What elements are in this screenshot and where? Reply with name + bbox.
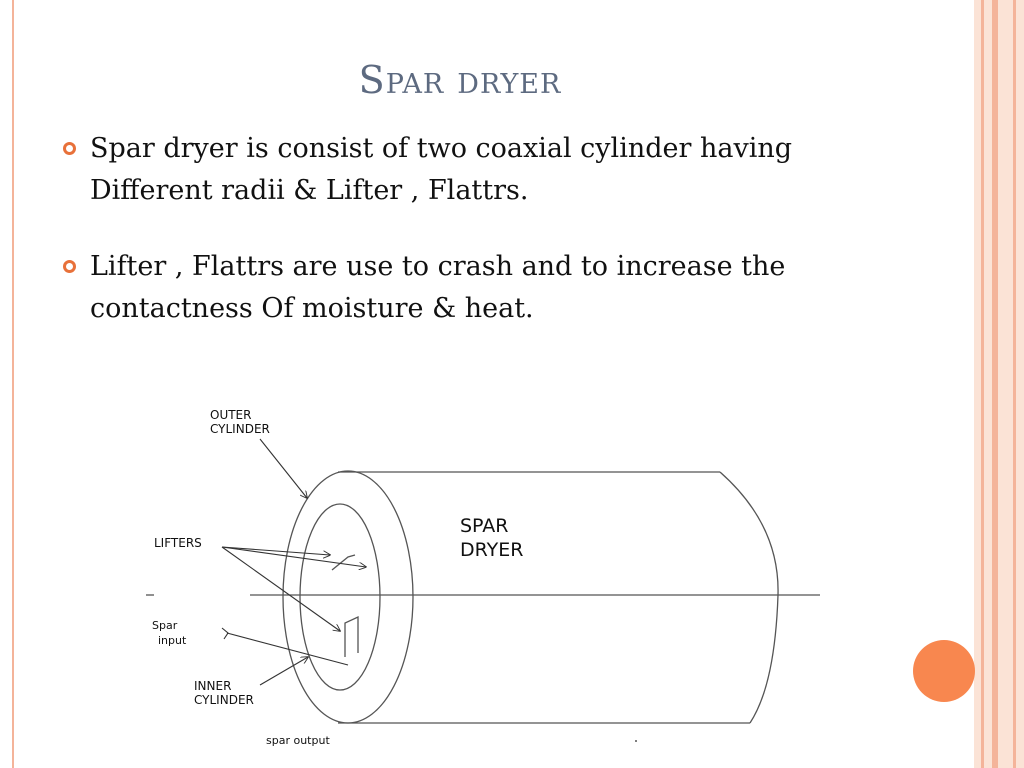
lifters-arrow — [222, 547, 366, 567]
cylinder-back-end — [720, 472, 778, 723]
spar-output-label: spar output — [266, 734, 330, 747]
bullet-item — [62, 246, 842, 330]
spar-dryer-label: SPAR DRYER — [460, 515, 524, 561]
outer-cylinder-label: OUTER CYLINDER — [210, 408, 270, 436]
outer-cylinder-arrow — [260, 439, 307, 498]
spar-input-label: Spar input — [152, 619, 187, 647]
bullet-item — [62, 128, 842, 212]
right-stripe — [992, 0, 998, 768]
outer-cylinder-face — [283, 471, 413, 723]
lifters-arrow — [222, 547, 340, 631]
bullet-icon — [63, 142, 76, 155]
slide-title: Spar dryer — [358, 58, 562, 102]
bullet-list — [62, 128, 842, 364]
decorative-orange-circle — [913, 640, 975, 702]
right-stripe — [981, 0, 984, 768]
bullet-icon — [63, 260, 76, 273]
bullet-text: Spar dryer is consist of two coaxial cylinder having Different radii & Lifter , Flattrs. — [90, 133, 793, 206]
lifters-arrow — [222, 547, 330, 555]
flatter-shape — [345, 617, 358, 657]
inner-cylinder-label: INNER CYLINDER — [194, 679, 254, 707]
spar-dryer-diagram — [130, 395, 830, 760]
right-stripe — [1013, 0, 1016, 768]
left-border-line — [12, 0, 14, 768]
stray-dot — [635, 740, 637, 742]
inner-cylinder-face — [300, 504, 380, 690]
lifters-label: LIFTERS — [154, 536, 202, 550]
bullet-text: Lifter , Flattrs are use to crash and to increase the contactness Of moisture & heat. — [90, 251, 786, 324]
spar-input-arrow — [227, 633, 348, 665]
inner-cylinder-arrow — [260, 657, 308, 685]
